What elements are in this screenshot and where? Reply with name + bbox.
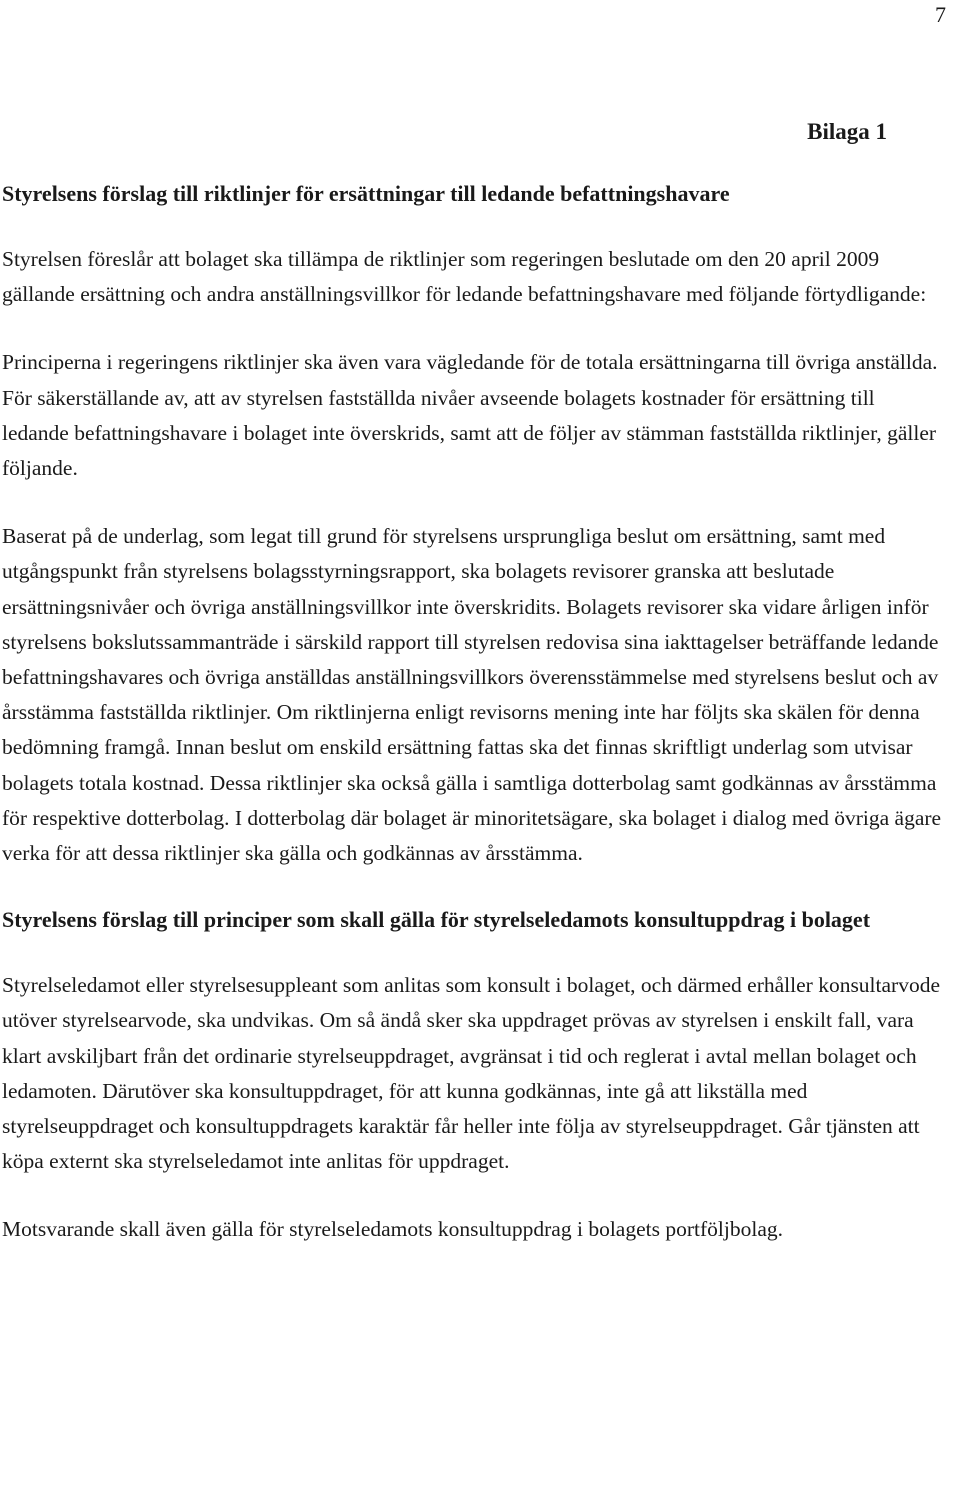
- paragraph-consulting-rules: Styrelseledamot eller styrelsesuppleant som anlitas som konsult i bolaget, och därmed erhåller konsultarvode utöver styrelsearvode, ska undvikas. Om så ändå sker ska uppdraget prövas av styrelsen i enskilt fall, vara klart avskiljbart från det ordinarie styrelseuppdraget, avgränsat i tid och reglerat i avtal mellan bolaget och ledamoten. Därutöver ska konsultuppdraget, för att kunna godkännas, inte gå att likställa med styrelseuppdraget och konsultuppdragets karaktär får heller inte följa av styrelseuppdraget. Går tjänsten att köpa externt ska styrelseledamot inte anlitas för uppdraget.: [2, 973, 941, 1174]
- paragraph-principles: Principerna i regeringens riktlinjer ska även vara vägledande för de totala ersättningarna till övriga anställda. För säkerställande av, att av styrelsen fastställda nivåer avseende bolagets kostnader för ersättning till ledande befattningshavare i bolaget inte överskrids, samt att de följer av stämman fastställda riktlinjer, gäller följande.: [2, 350, 938, 481]
- section-heading-remuneration-guidelines: Styrelsens förslag till riktlinjer för ersättningar till ledande befattningshavare: [2, 181, 730, 206]
- paragraph-auditor-review: Baserat på de underlag, som legat till grund för styrelsens ursprungliga beslut om ersättning, samt med utgångspunkt från styrelsens bolagsstyrningsrapport, ska bolagets revisorer granska att beslutade ersättningsnivåer och övriga anställningsvillkor inte överskridits. Bolagets revisorer ska vidare årligen inför styrelsens bokslutssammanträde i särskild rapport till styrelsen redovisa sina iakttagelser beträffande ledande befattningshavares och övriga anställdas anställningsvillkors överensstämmelse med styrelsens beslut och av årsstämma fastställda riktlinjer. Om riktlinjerna enligt revisorns mening inte har följts ska skälen för denna bedömning framgå. Innan beslut om enskild ersättning fattas ska det finnas skriftligt underlag som utvisar bolagets totala kostnad. Dessa riktlinjer ska också gälla i samtliga dotterbolag samt godkännas av årsstämma för respektive dotterbolag. I dotterbolag där bolaget är minoritetsägare, ska bolaget i dialog med övriga ägare verka för att dessa riktlinjer ska gälla och godkännas av årsstämma.: [2, 524, 942, 866]
- appendix-label: Bilaga 1: [807, 119, 887, 144]
- document-body: [2, 176, 942, 1248]
- page-number: 7: [935, 2, 946, 27]
- section-heading-consulting-assignments: Styrelsens förslag till principer som skall gälla för styrelseledamots konsultuppdrag i bolaget: [2, 907, 871, 933]
- paragraph-portfolio-companies: Motsvarande skall även gälla för styrelseledamots konsultuppdrag i bolagets portföljbolag.: [2, 1217, 783, 1242]
- paragraph-proposal-intro: Styrelsen föreslår att bolaget ska tillämpa de riktlinjer som regeringen beslutade om den 20 april 2009 gällande ersättning och andra anställningsvillkor för ledande befattningshavare med följande förtydligande:: [2, 247, 927, 307]
